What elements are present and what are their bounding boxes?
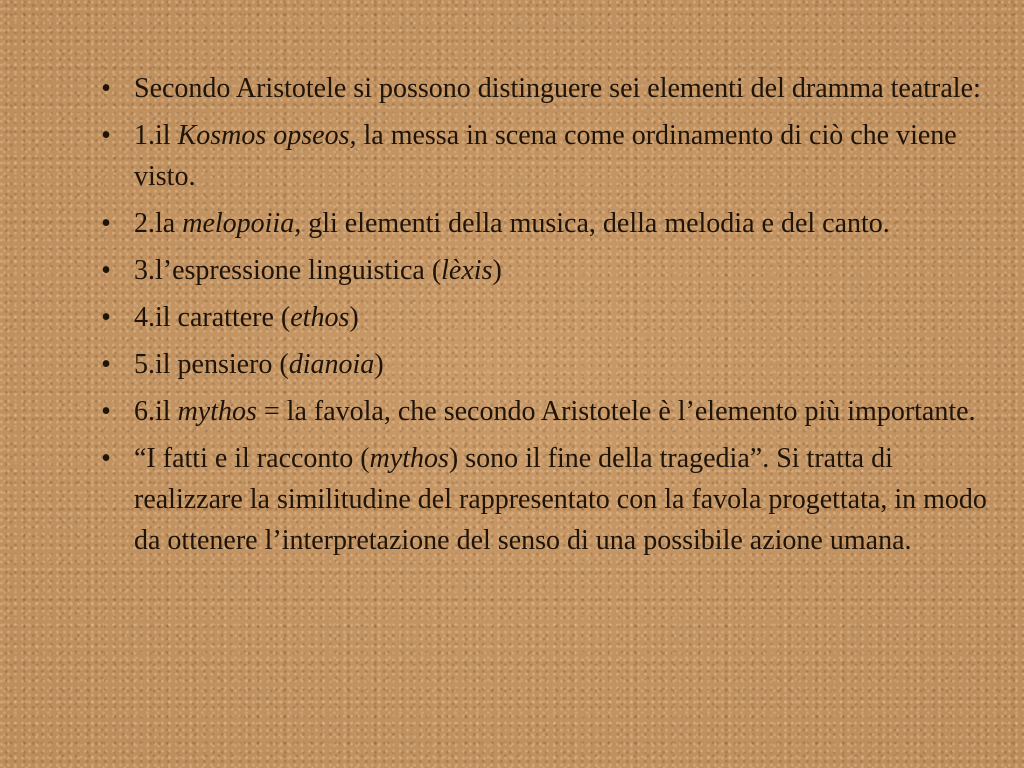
bullet-text: Secondo Aristotele si possono distinguere sei elementi del dramma teatrale: bbox=[134, 73, 981, 104]
bullet-item-ethos bbox=[94, 297, 1004, 338]
bullet-item-intro bbox=[94, 68, 1004, 109]
bullet-icon: • bbox=[101, 302, 111, 333]
bullet-icon: • bbox=[101, 208, 111, 239]
bullet-item-kosmos-opseos bbox=[94, 115, 1004, 197]
greek-term: dianoia bbox=[288, 349, 375, 380]
bullet-icon: • bbox=[101, 120, 111, 151]
greek-term: ethos bbox=[290, 302, 350, 333]
bullet-item-quote bbox=[94, 438, 1004, 561]
greek-term: mythos bbox=[177, 396, 257, 427]
bullet-text: , la messa in scena come ordinamento di ciò che viene visto. bbox=[134, 120, 957, 192]
bullet-icon: • bbox=[101, 349, 111, 380]
bullet-text: ) bbox=[492, 255, 502, 286]
bullet-icon: • bbox=[101, 396, 111, 427]
bullet-list bbox=[94, 68, 1004, 567]
greek-term: melopoiia, bbox=[182, 208, 302, 239]
bullet-text: 6.il bbox=[134, 396, 178, 427]
bullet-item-melopoiia bbox=[94, 203, 1004, 244]
bullet-icon: • bbox=[101, 73, 111, 104]
bullet-icon: • bbox=[101, 255, 111, 286]
bullet-text: 5.il pensiero ( bbox=[134, 349, 289, 380]
greek-term: mythos bbox=[369, 443, 449, 474]
bullet-text: ) sono il fine della tragedia”. Si tratta di realizzare la similitudine del rappresentato con la favola progettata, in modo da ottenere l’interpretazione del senso di una possibile azione umana. bbox=[134, 443, 987, 556]
bullet-text: 4.il carattere ( bbox=[134, 302, 291, 333]
bullet-text: “I fatti e il racconto ( bbox=[134, 443, 370, 474]
bullet-text: 2.la bbox=[134, 208, 183, 239]
bullet-item-lexis bbox=[94, 250, 1004, 291]
greek-term: Kosmos opseos bbox=[177, 120, 350, 151]
bullet-text: 3.l’espressione linguistica ( bbox=[134, 255, 442, 286]
greek-term: lèxis bbox=[441, 255, 493, 286]
bullet-item-mythos bbox=[94, 391, 1004, 432]
bullet-text: = la favola, che secondo Aristotele è l’elemento più importante. bbox=[256, 396, 976, 427]
bullet-text: gli elementi della musica, della melodia e del canto. bbox=[301, 208, 890, 239]
bullet-text: ) bbox=[349, 302, 359, 333]
bullet-item-dianoia bbox=[94, 344, 1004, 385]
bullet-text: 1.il bbox=[134, 120, 178, 151]
bullet-icon: • bbox=[101, 443, 111, 474]
bullet-text: ) bbox=[374, 349, 384, 380]
